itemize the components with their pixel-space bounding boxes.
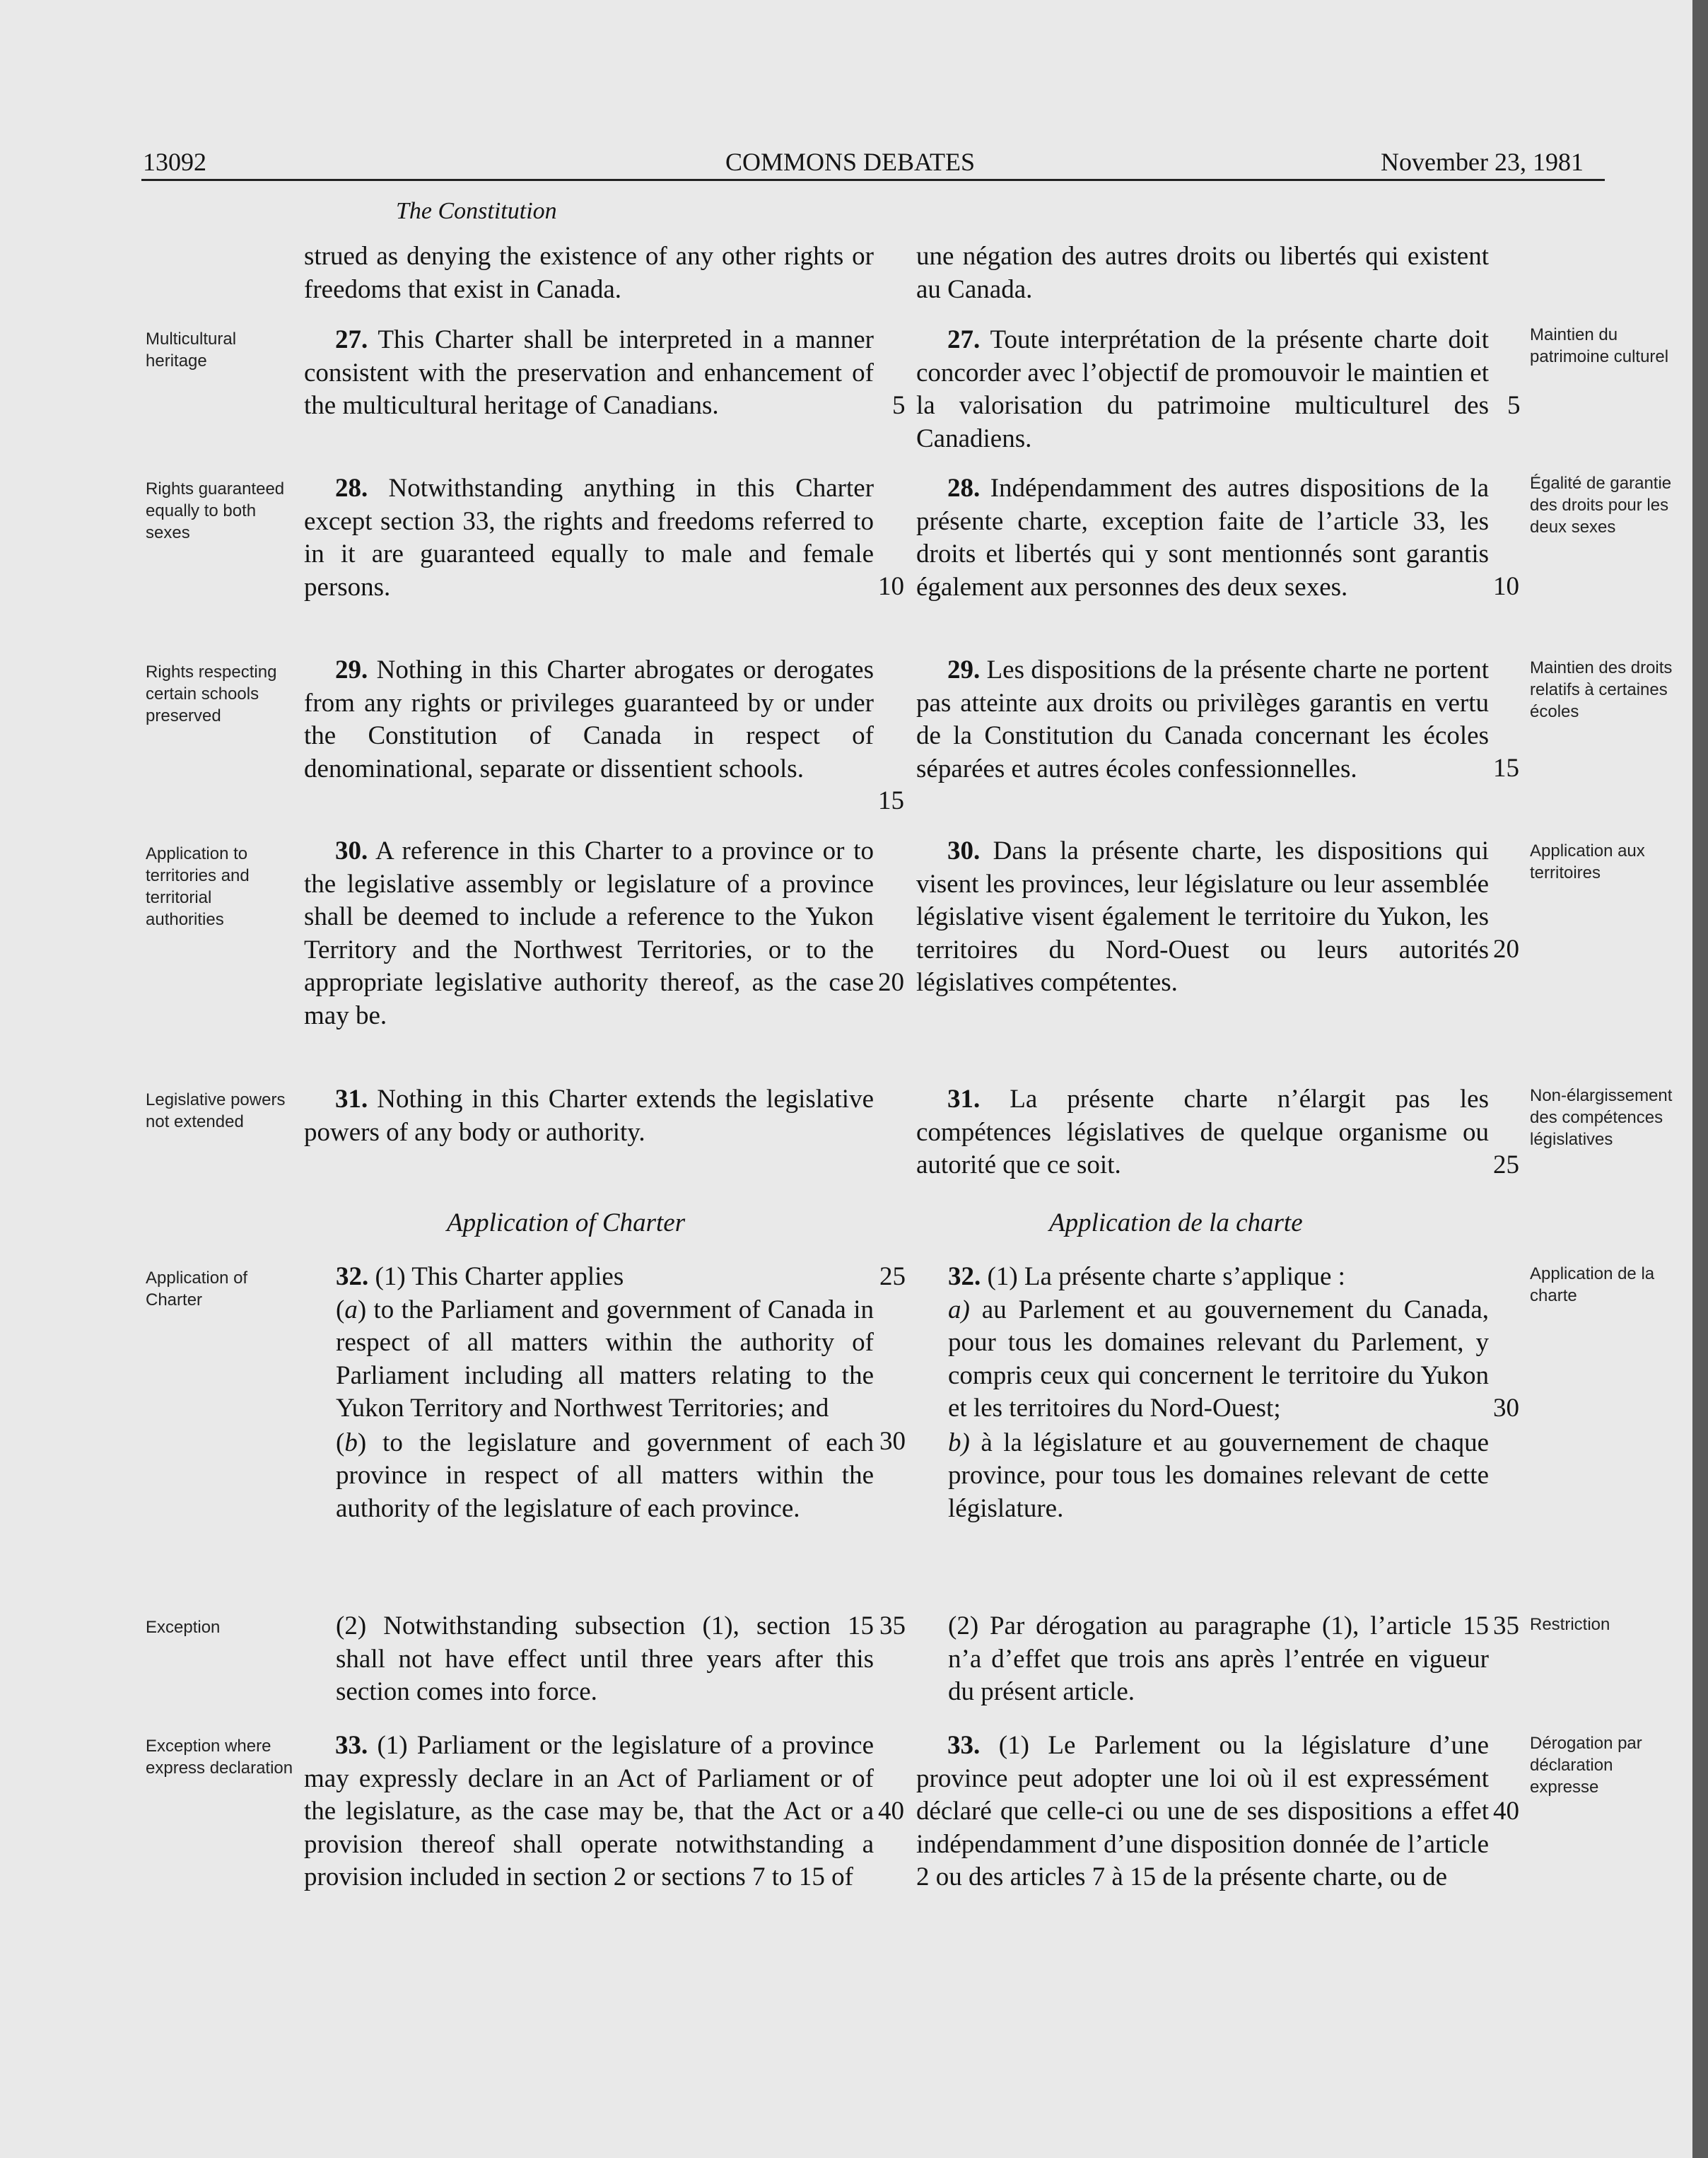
line-number-fr: 35 — [1493, 1611, 1519, 1640]
section-number: 32. — [336, 1262, 369, 1291]
section-30-en — [304, 835, 874, 1032]
section-28-en — [304, 472, 874, 604]
section-number: 30. — [335, 836, 368, 865]
margin-note-fr: Application aux territoires — [1530, 841, 1645, 882]
margin-note-fr: Égalité de garantie des droits pour les deux sexes — [1530, 474, 1672, 537]
margin-note-fr: Dérogation par déclaration expresse — [1530, 1734, 1642, 1797]
margin-note-en: Exception where express declaration — [146, 1737, 293, 1778]
line-number-fr: 40 — [1493, 1797, 1519, 1826]
section-27-en — [304, 324, 874, 423]
section-number: 28. — [335, 474, 368, 503]
section-text: Les dispositions de la présente charte ne portent pas atteinte aux droits ou privilèges garantis en vertu de la Constitution du Canada concernant les écoles séparées et autres écoles confessionnelles. — [916, 655, 1490, 783]
paragraph-b — [948, 1427, 1489, 1526]
section-32-fr — [948, 1261, 1489, 1525]
margin-note-en: Application of Charter — [146, 1268, 248, 1310]
line-number-fr: 5 — [1507, 391, 1521, 420]
section-33-fr — [916, 1730, 1489, 1894]
paragraph-b: (b) to the legislature and government of each province in respect of all matters within the authority of the legislature of each province. — [336, 1428, 874, 1523]
line-number-en: 40 — [878, 1797, 904, 1826]
section-text: Indépendamment des autres dispositions de la présente charte, exception faite de l’article 33, les droits et libertés qui y sont mentionnés sont garantis également aux personnes des deux sexes. — [916, 474, 1489, 602]
section-text: Nothing in this Charter abrogates or derogates from any rights or privileges guaranteed by or under the Constitution of Canada in respect of denominational, separate or dissentient schools. — [304, 655, 874, 783]
margin-note-fr: Maintien des droits relatifs à certaines écoles — [1530, 658, 1673, 721]
section-number: 28. — [947, 474, 981, 503]
header-rule — [141, 179, 1605, 181]
paragraph-text: à la législature et au gouvernement de chaque province, pour tous les domaines relevant de cette législature. — [948, 1428, 1489, 1523]
line-number-en: 35 — [879, 1611, 906, 1640]
heading-en: Application of Charter — [447, 1208, 686, 1237]
margin-note-en: Rights respecting certain schools preserved — [146, 663, 277, 725]
section-number: 33. — [947, 1731, 981, 1760]
line-number-en: 30 — [879, 1427, 906, 1456]
page-title: COMMONS DEBATES — [725, 148, 976, 176]
section-text: (1) This Charter applies — [375, 1262, 624, 1291]
margin-note-fr: Non-élargissement des compétences législatives — [1530, 1086, 1673, 1149]
line-number-en: 25 — [879, 1262, 906, 1291]
section-number: 27. — [335, 325, 368, 354]
section-text: A reference in this Charter to a province or to the legislative assembly or legislature of a province shall be deemed to include a reference to the Yukon Territory and the Northwest Territories, or to the appropriate legislative authority thereof, as the case may be. — [304, 836, 875, 1030]
section-32-2-en: (2) Notwithstanding subsection (1), section 15 shall not have effect until three years after this section comes into force. — [336, 1611, 874, 1706]
section-text: Dans la présente charte, les dispositions qui visent les provinces, leur législature ou leur assemblée législative visent également le territoire du Yukon, les territoires du Nord-Ouest ou leurs autorités législatives compétentes. — [916, 836, 1490, 997]
section-number: 31. — [947, 1085, 981, 1114]
section-text: (1) Parliament or the legislature of a province may expressly declare in an Act of Parliament or of the legislature, as the case may be, that the Act or a provision thereof shall operate notwithstanding a provision included in section 2 or sections 7 to 15 of — [304, 1731, 874, 1891]
paragraph-text: to the Parliament and government of Canada in respect of all matters within the authority of Parliament including all matters relating to the Yukon Territory and Northwest Territories; and — [336, 1295, 874, 1423]
margin-note-en: Exception — [146, 1618, 221, 1637]
section-32-2-fr: (2) Par dérogation au paragraphe (1), l’article 15 n’a d’effet que trois ans après l’entrée en vigueur du présent article. — [948, 1611, 1489, 1706]
line-number-fr: 30 — [1493, 1394, 1519, 1423]
paragraph-label: b) — [948, 1428, 970, 1457]
margin-note-fr: Restriction — [1530, 1615, 1610, 1634]
section-number: 31. — [335, 1085, 368, 1114]
margin-note-en: Multicultural heritage — [146, 329, 237, 371]
paragraph-a: (a) to the Parliament and government of Canada in respect of all matters within the authority of Parliament including all matters relating to the Yukon Territory and Northwest Territories; and — [336, 1295, 874, 1423]
section-text: Toute interprétation de la présente charte doit concorder avec l’objectif de promouvoir le maintien et la valorisation du patrimoine multiculturel des Canadiens. — [916, 325, 1489, 453]
margin-note-en: Rights guaranteed equally to both sexes — [146, 479, 285, 542]
page-date: November 23, 1981 — [1381, 148, 1584, 176]
section-number: 29. — [947, 655, 981, 684]
line-number-en: 15 — [878, 786, 904, 815]
section-27-fr — [916, 324, 1489, 455]
scan-edge — [1692, 0, 1708, 2158]
line-number-fr: 25 — [1493, 1150, 1519, 1179]
line-number-fr: 10 — [1493, 572, 1519, 601]
margin-note-fr: Application de la charte — [1530, 1264, 1655, 1305]
paragraph-a — [948, 1294, 1489, 1425]
line-number-fr: 20 — [1493, 935, 1519, 964]
section-33-en — [304, 1730, 874, 1894]
section-text: Nothing in this Charter extends the legislative powers of any body or authority. — [304, 1085, 874, 1147]
section-29-fr — [916, 654, 1489, 786]
margin-note-en: Application to territories and territorial authorities — [146, 844, 250, 929]
section-text: (1) Le Parlement ou la législature d’une province peut adopter une loi où il est expressément déclaré que celle-ci ou une de ses dispositions a effet indépendamment d’une disposition donnée de l’article 2 ou des articles 7 à 15 de la présente charte, ou de — [916, 1731, 1490, 1891]
section-text: (1) La présente charte s’applique : — [987, 1262, 1345, 1291]
section-32-en — [336, 1261, 874, 1525]
section-30-fr — [916, 835, 1489, 1000]
section-number: 27. — [947, 325, 981, 354]
page-number: 13092 — [143, 148, 206, 176]
section-text: Notwithstanding anything in this Charter except section 33, the rights and freedoms referred to in it are guaranteed equally to male and female persons. — [304, 474, 875, 602]
paragraph-label: a) — [948, 1295, 970, 1324]
margin-note-fr: Maintien du patrimoine culturel — [1530, 325, 1669, 366]
section-32-intro — [948, 1261, 1489, 1294]
intro-en: strued as denying the existence of any other rights or freedoms that exist in Canada. — [304, 242, 874, 304]
section-number: 30. — [947, 836, 981, 865]
subject-heading: The Constitution — [396, 198, 557, 224]
heading-fr: Application de la charte — [1049, 1208, 1303, 1237]
section-28-fr — [916, 472, 1489, 604]
intro-fr: une négation des autres droits ou libertés qui existent au Canada. — [916, 242, 1489, 304]
section-text: La présente charte n’élargit pas les compétences législatives de quelque organisme ou autorité que ce soit. — [916, 1085, 1489, 1179]
section-number: 33. — [335, 1731, 368, 1760]
section-text: This Charter shall be interpreted in a manner consistent with the preservation and enhancement of the multicultural heritage of Canadians. — [304, 325, 874, 420]
section-31-fr — [916, 1083, 1489, 1182]
margin-note-en: Legislative powers not extended — [146, 1090, 286, 1131]
line-number-en: 5 — [892, 391, 906, 420]
line-number-en: 20 — [878, 968, 904, 997]
section-31-en — [304, 1083, 874, 1149]
line-number-fr: 15 — [1493, 754, 1519, 783]
paragraph-text: au Parlement et au gouvernement du Canada, pour tous les domaines relevant du Parlement, y compris ceux qui concernent le territoire du Yukon et les territoires du Nord-Ouest; — [948, 1295, 1489, 1423]
section-29-en — [304, 654, 874, 786]
section-32-intro — [336, 1261, 874, 1294]
section-number: 32. — [948, 1262, 981, 1291]
paragraph-label: b — [344, 1428, 358, 1457]
paragraph-label: a — [344, 1295, 358, 1324]
section-number: 29. — [335, 655, 368, 684]
line-number-en: 10 — [878, 572, 904, 601]
paragraph-text: to the legislature and government of each province in respect of all matters within the authority of the legislature of each province. — [336, 1428, 874, 1523]
